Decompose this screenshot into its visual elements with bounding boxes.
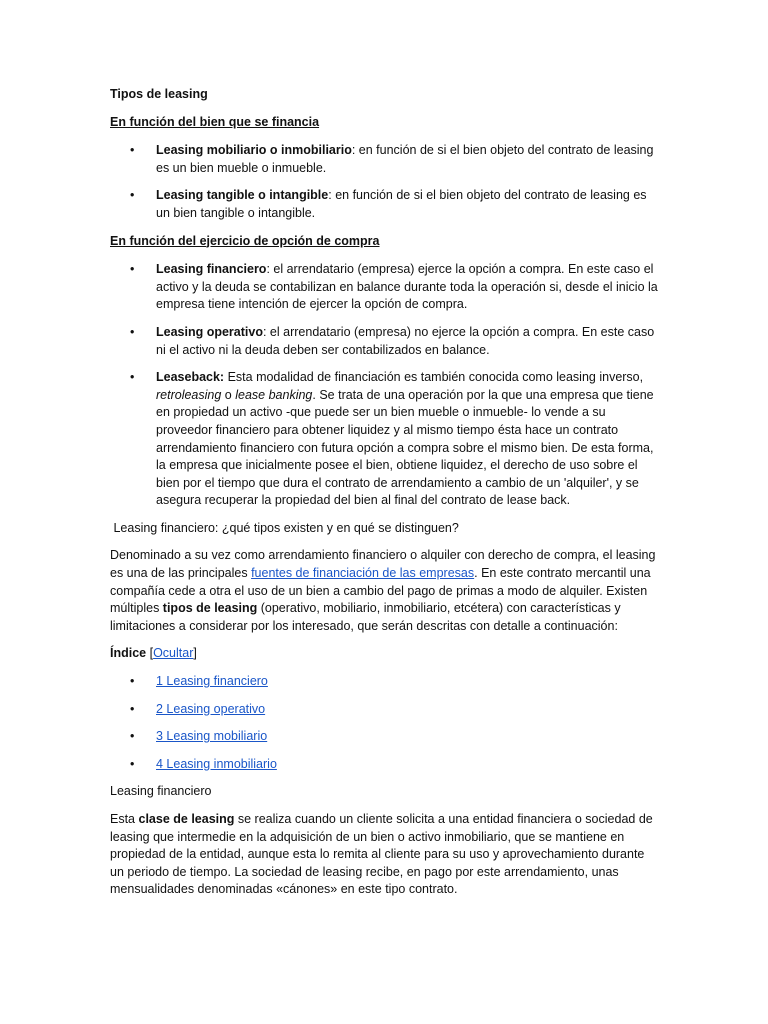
list-item [110, 261, 658, 314]
financing-sources-link[interactable]: fuentes de financiación de las empresas [251, 566, 475, 581]
hide-index-link[interactable]: Ocultar [153, 646, 194, 661]
item-text: . Se trata de una operación por la que una empresa que tiene en propiedad un activo -que puede ser un bien mueble o inmueble- lo vende a su proveedor financiero para obtener liquidez y al mismo tiempo ésta hace un contrato arrendamiento financiero con futura opción a compra sobre el mismo bien. De esta forma, la empresa que inicialmente posee el bien, obtiene liquidez, el derecho de uso sobre el bien por el tiempo que dura el contrato de arrendamiento a cambio de un 'alquiler', y se asegura recuperar la propiedad del bien al final del contrato de lease back. [156, 387, 654, 508]
intro-paragraph [110, 547, 658, 635]
final-paragraph [110, 811, 658, 899]
item-text: : en función de si el bien objeto del contrato de leasing es un bien tangible o intangible. [156, 188, 647, 220]
final-text: Esta [110, 812, 139, 826]
item-text: : el arrendatario (empresa) no ejerce la opción a compra. En este caso ni el activo ni la deuda deben ser contabilizados en balance. [156, 324, 655, 357]
final-text: se realiza cuando un cliente solicita a una entidad financiera o sociedad de leasing que intermedie en la adquisición de un bien o activo inmobiliario, que se mantiene en propiedad de la entidad, aunque esta lo remita al cliente para su uso y aprovechamiento durante un periodo de tiempo. La sociedad de leasing recibe, en pago por este arrendamiento, unas mensualidades denominadas «cánones» en este tipo contrato. [110, 812, 653, 897]
index-bracket-close: ] [193, 646, 197, 661]
index-item [110, 673, 658, 691]
item-term: Leasing tangible o intangible [156, 188, 329, 203]
section-heading-opcion-compra: En función del ejercicio de opción de compra [110, 233, 380, 248]
index-label: Índice [110, 646, 147, 661]
index-list [110, 673, 658, 773]
intro-bold: tipos de leasing [162, 601, 258, 616]
list-item-leaseback [110, 369, 658, 510]
index-link-leasing-operativo[interactable]: 2 Leasing operativo [156, 701, 266, 716]
index-item [110, 728, 658, 746]
intro-text: . En este contrato mercantil una compañía cede a otra el uso de un bien a cambio del pago de primas a modo de alquiler. Existen múltiples [110, 566, 651, 616]
index-item [110, 701, 658, 719]
index-link-leasing-financiero[interactable]: 1 Leasing financiero [156, 674, 268, 689]
item-term: Leasing mobiliario o inmobiliario [156, 143, 352, 158]
index-heading [110, 645, 658, 663]
item-italic-retroleasing: retroleasing [156, 387, 222, 402]
list-item [110, 324, 658, 359]
item-text: Esta modalidad de financiación es también conocida como leasing inverso, [224, 370, 644, 385]
list-opcion-compra [110, 261, 658, 510]
intro-text: Denominado a su vez como arrendamiento financiero o alquiler con derecho de compra, el leasing es una de las principales [110, 548, 656, 581]
index-link-leasing-inmobiliario[interactable]: 4 Leasing inmobiliario [156, 756, 277, 771]
section-heading-bien: En función del bien que se financia [110, 114, 320, 129]
item-text: : el arrendatario (empresa) ejerce la opción a compra. En este caso el activo y la deuda se contabilizan en balance durante toda la operación si, desde el inicio la empresa tiene intención de ejercer la opción de compra. [156, 262, 658, 312]
list-item [110, 142, 658, 177]
intro-text: (operativo, mobiliario, inmobiliario, etcétera) con características y limitaciones a considerar por los interesado, que serán descritas con detalle a continuación: [110, 601, 621, 633]
index-bracket-open: [ [146, 646, 154, 661]
item-term: Leaseback: [156, 370, 225, 385]
final-bold: clase de leasing [138, 812, 235, 826]
index-item [110, 756, 658, 774]
question-heading: Leasing financiero: ¿qué tipos existen y en qué se distinguen? [110, 520, 459, 535]
item-term: Leasing financiero [156, 262, 267, 277]
list-bien [110, 142, 658, 222]
list-item [110, 187, 658, 222]
item-text: o [221, 387, 236, 402]
index-link-leasing-mobiliario[interactable]: 3 Leasing mobiliario [156, 729, 268, 744]
item-italic-lease-banking: lease banking [235, 387, 313, 402]
document-title: Tipos de leasing [110, 87, 208, 101]
document-body [110, 86, 658, 909]
subheading-leasing-financiero: Leasing financiero [110, 784, 212, 799]
item-term: Leasing operativo [156, 324, 263, 339]
item-text: : en función de si el bien objeto del contrato de leasing es un bien mueble o inmueble. [156, 143, 654, 175]
